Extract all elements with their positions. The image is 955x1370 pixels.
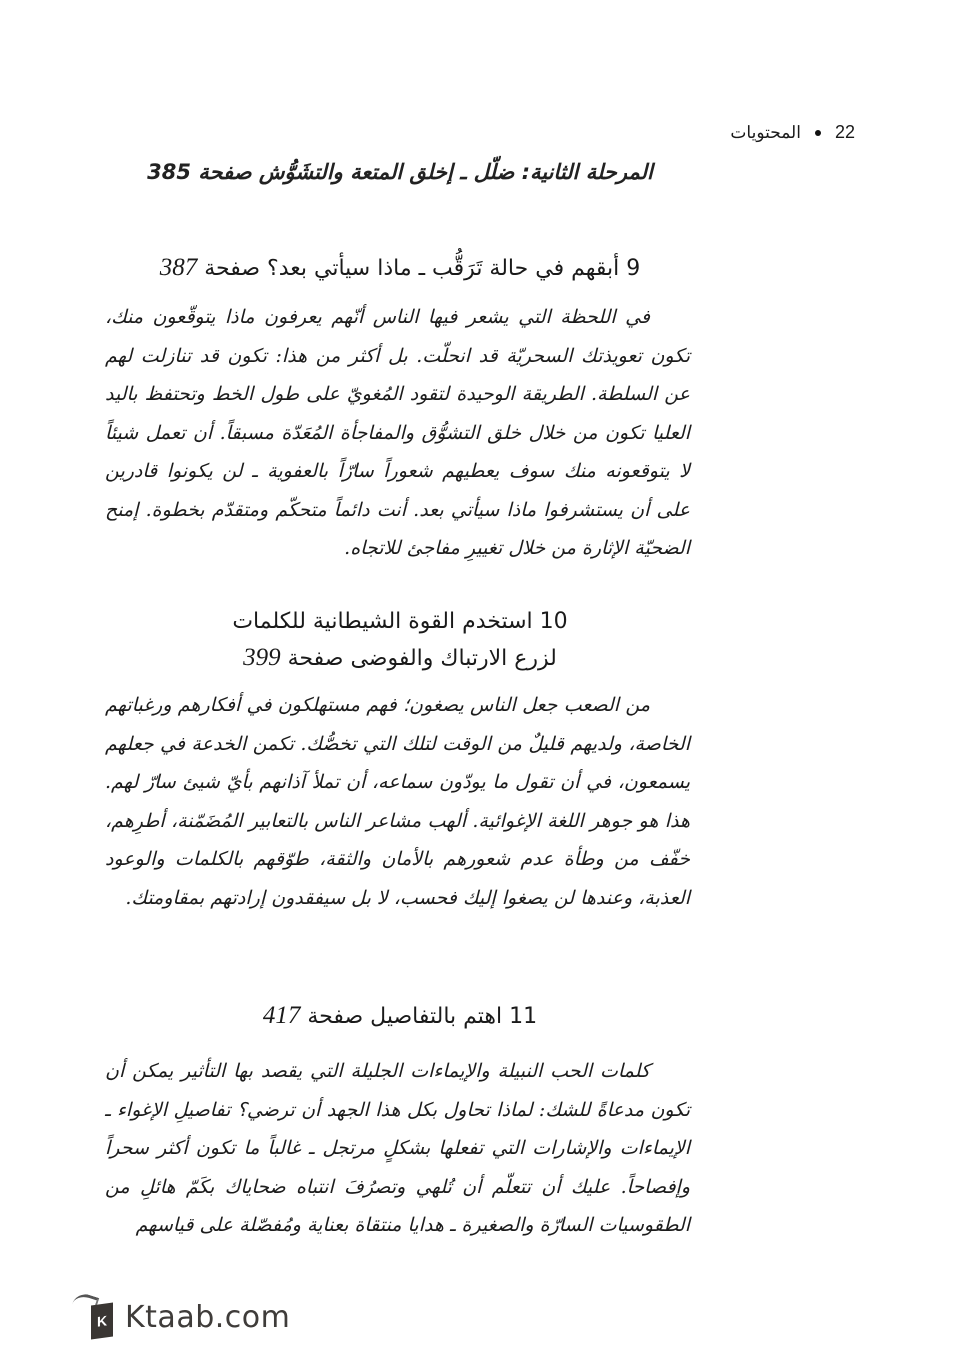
running-head xyxy=(730,122,855,143)
chapter-number: 9 xyxy=(626,256,641,281)
summary-paragraph: كلمات الحب النبيلة والإيماءات الجليلة التي يقصد بها التأثير يمكن أن تكون مدعاةً للشك: لماذا تحاول بكل هذا الجهد أن ترضي؟ تفاصيلِ الإغواء ـ الإيماءات والإشارات التي تفعلها بشكلٍ مرتجل ـ غالباً ما تكون أكثر سحراً وإفصاحاً. عليك أن تتعلّم أن تُلهي وتصرُفَ انتباه ضحاياك بكَمّ هائلِ من الطقوسيات السارّة والصغيرة ـ هدايا منتقاة بعناية ومُفصّلة على قياسهم xyxy=(105,1060,690,1236)
chapter-number: 10 xyxy=(539,609,568,634)
page-number: 22 xyxy=(834,122,855,142)
chapter-11-title xyxy=(110,998,690,1035)
chapter-number: 11 xyxy=(509,1004,538,1029)
bullet-icon xyxy=(815,130,821,136)
chapter-page: 387 xyxy=(159,254,198,281)
ktaab-logo xyxy=(65,1292,290,1342)
section-title: المرحلة الثانية: ضلّل ـ إخلق المتعة والتشَوُّش صفحة 385 xyxy=(147,160,653,184)
summary-paragraph: من الصعب جعل الناس يصغون؛ فهم مستهلكون في أفكارهم ورغباتهم الخاصة، ولديهم قليلٌ من الوقت لتلك التي تخصُّك. تكمن الخدعة في جعلهم يسمعون، في أن تقول ما يودّون سماعه، أن تملأ آذانهم بأيّ شيئ سارّ لهم. هذا هو جوهر اللغة الإغوائية. ألهب مشاعر الناس بالتعابير المُضَمّنة، أطرِهم، خفّف من وطأة عدم شعورهم بالأمان والثقة، طوّقهم بالكلمات والوعود العذبة، وعندها لن يصغوا إليك فحسب، لا بل سيفقدون إرادتهم بمقاومتك. xyxy=(105,694,690,909)
running-head-section: المحتويات xyxy=(730,122,801,143)
chapter-10-summary xyxy=(105,686,690,917)
chapter-11-summary xyxy=(105,1052,690,1245)
open-book-icon xyxy=(65,1292,113,1342)
chapter-page: 417 xyxy=(262,1002,301,1029)
chapter-title-line2: لزرع الارتباك والفوضى صفحة xyxy=(287,646,557,671)
chapter-9-title xyxy=(110,250,690,287)
logo-letter: K xyxy=(91,1302,113,1339)
chapter-title-text: اهتم بالتفاصيل صفحة xyxy=(307,1004,503,1029)
brand-name: Ktaab.com xyxy=(125,1299,291,1335)
chapter-9-summary xyxy=(105,298,690,568)
chapter-title-text: أبقهم في حالة تَرَقُّب ـ ماذا سيأتي بعد؟ صفحة xyxy=(204,256,620,281)
summary-paragraph: في اللحظة التي يشعر فيها الناس أنّهم يعرفون ماذا يتوقّعون منك، تكون تعويذتك السحريّة قد انحلّت. بل أكثر من هذا: تكون قد تنازلت لهم عن السلطة. الطريقة الوحيدة لتقود المُغويّ على طول الخط وتحتفظ باليد العليا تكون من خلال خلق التشوُّق والمفاجأة المُعَدّة مسبقاً. أن تعمل شيئاً لا يتوقعونه منك سوف يعطيهم شعوراً سارّاً بالعفوية ـ لن يكونوا قادرين على أن يستشرفوا ماذا سيأتي بعد. أنت دائماً متحكّم ومتقدّم بخطوة. إمنح الضحيّة الإثارة من خلال تغييرِ مفاجئ للاتجاه. xyxy=(105,306,690,559)
chapter-title-line1: استخدم القوة الشيطانية للكلمات xyxy=(232,609,533,634)
chapter-page: 399 xyxy=(243,644,281,671)
chapter-10-title xyxy=(110,604,690,677)
